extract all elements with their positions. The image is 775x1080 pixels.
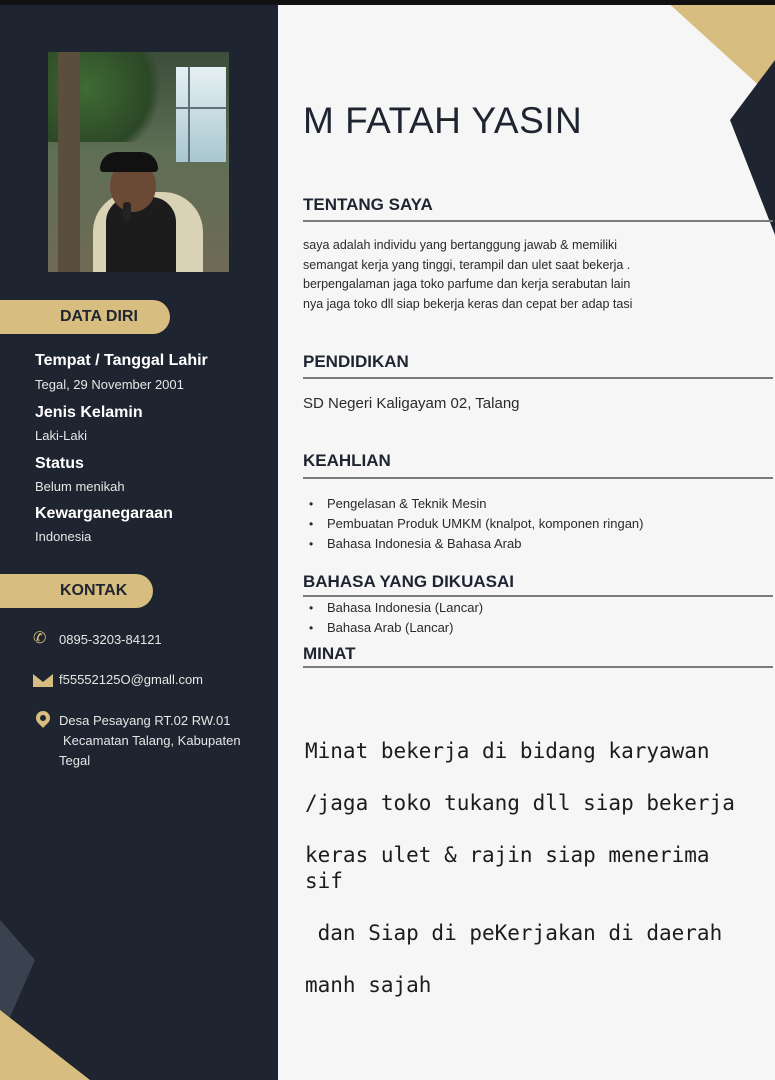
birth-value: Tegal, 29 November 2001 [35, 377, 184, 392]
minat-text: Minat bekerja di bidang karyawan /jaga toko tukang dll siap bekerja keras ulet & rajin siap menerima sif dan Siap di peKerjakan di daerah manh sajah [305, 739, 735, 997]
minat-title: MINAT [303, 644, 356, 663]
location-pin-icon [33, 708, 53, 728]
nationality-label: Kewarganegaraan [35, 505, 173, 522]
data-diri-heading: DATA DIRI [0, 300, 170, 334]
list-item: • Pembuatan Produk UMKM (knalpot, komponen ringan) [327, 514, 644, 534]
phone-number: 0895-3203-84121 [59, 632, 162, 647]
divider [303, 477, 773, 479]
pendidikan-title: PENDIDIKAN [303, 352, 409, 371]
list-item: • Bahasa Arab (Lancar) [327, 618, 483, 638]
keahlian-list [303, 494, 644, 554]
status-label: Status [35, 455, 84, 472]
tentang-saya-title: TENTANG SAYA [303, 195, 433, 214]
divider [303, 220, 773, 222]
sidebar [0, 0, 278, 1080]
bahasa-list [303, 598, 483, 638]
gender-label: Jenis Kelamin [35, 404, 143, 421]
mail-icon [33, 674, 53, 687]
list-item: • Bahasa Indonesia (Lancar) [327, 598, 483, 618]
tentang-saya-text: saya adalah individu yang bertanggung jawab & memiliki semangat kerja yang tinggi, terampil dan ulet saat bekerja . berpengalaman jaga toko parfume dan kerja serabutan lain nya jaga toko dll siap bekerja keras dan cepat ber adap tasi [303, 238, 633, 311]
decor-gold-triangle-bottom-left [0, 1010, 90, 1080]
profile-photo [48, 52, 229, 272]
list-item: • Pengelasan & Teknik Mesin [327, 494, 644, 514]
kontak-heading: KONTAK [0, 574, 153, 608]
nationality-value: Indonesia [35, 529, 92, 544]
top-border [0, 0, 775, 5]
divider [303, 666, 773, 668]
keahlian-title: KEAHLIAN [303, 451, 391, 470]
divider [303, 377, 773, 379]
address-line-1: Desa Pesayang RT.02 RW.01 [59, 713, 231, 728]
divider [303, 595, 773, 597]
bahasa-title: BAHASA YANG DIKUASAI [303, 572, 514, 591]
address-line-2: Kecamatan Talang, Kabupaten [63, 733, 241, 748]
gender-value: Laki-Laki [35, 428, 88, 443]
list-item: • Bahasa Indonesia & Bahasa Arab [327, 534, 644, 554]
decor-dark-triangle-right [730, 60, 775, 235]
birth-label: Tempat / Tanggal Lahir [35, 352, 208, 369]
address-line-3: Tegal [59, 753, 91, 768]
status-value: Belum menikah [35, 479, 125, 494]
phone-icon: ✆ [33, 630, 47, 647]
full-name: M FATAH YASIN [303, 100, 583, 141]
email-address: f55552125O@gmall.com [59, 672, 203, 687]
pendidikan-value: SD Negeri Kaligayam 02, Talang [303, 395, 520, 412]
